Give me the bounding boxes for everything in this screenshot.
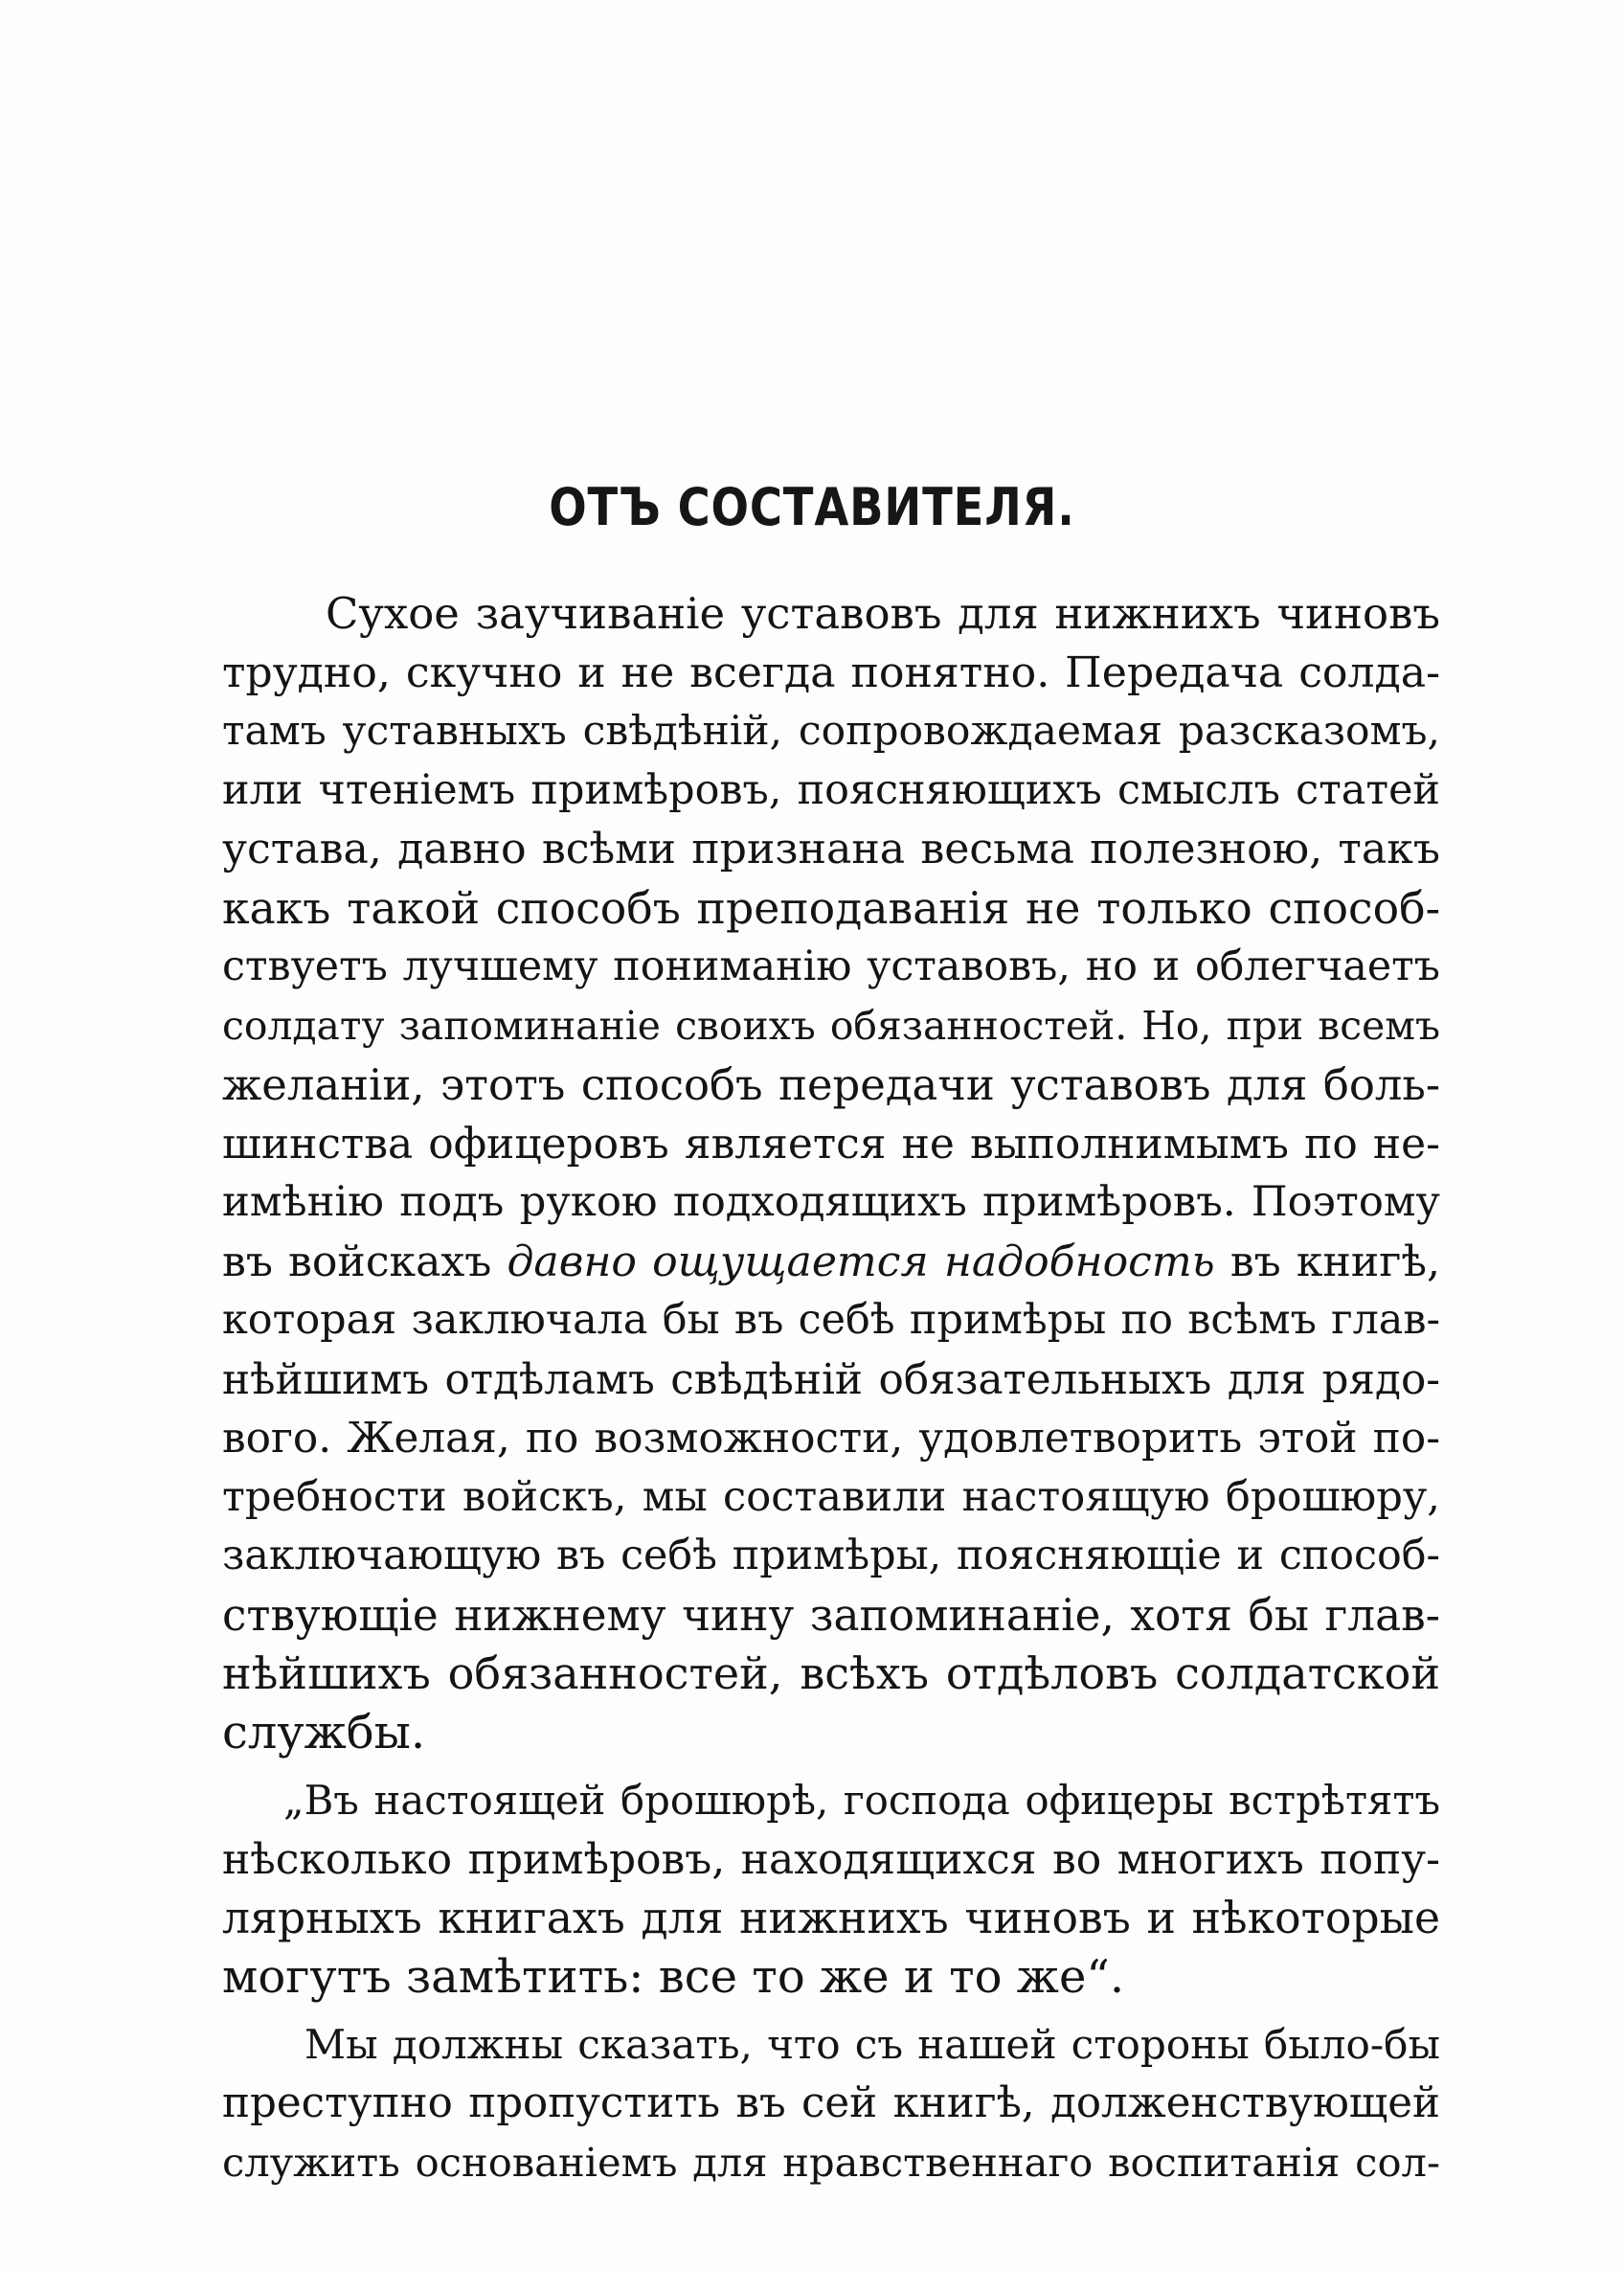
text-line: шинства офицеровъ является не выполнимымъ по не-: [222, 1119, 1440, 1169]
text-fragment: въ книгѣ,: [1229, 1237, 1440, 1286]
text-line: устава, давно всѣми признана весьма полезною, такъ: [222, 825, 1440, 874]
text-line: или чтенiемъ примѣровъ, поясняющихъ смыслъ статей: [222, 765, 1440, 814]
text-line: „Въ настоящей брошюрѣ, господа офицеры встрѣтятъ: [283, 1777, 1440, 1824]
text-line: нѣйшимъ отдѣламъ свѣдѣнiй обязательныхъ для рядо-: [222, 1354, 1440, 1404]
text-line: вого. Желая, по возможности, удовлетворить этой по-: [222, 1414, 1440, 1463]
text-line: какъ такой способъ преподаванiя не только способ-: [222, 882, 1440, 934]
text-line-with-emphasis: [222, 1233, 1440, 1292]
emphasized-text: давно ощущается надобность: [507, 1237, 1215, 1286]
text-fragment: въ войскахъ: [222, 1237, 492, 1286]
text-line: ствуетъ лучшему пониманiю уставовъ, но и облегчаетъ: [222, 942, 1440, 990]
text-line: могутъ замѣтить: все то же и то же“.: [222, 1949, 1125, 2004]
text-line: тамъ уставныхъ свѣдѣнiй, сопровождаемая разсказомъ,: [222, 708, 1440, 755]
text-line: ствующiе нижнему чину запоминанiе, хотя бы глав-: [222, 1589, 1440, 1641]
text-line: Сухое заучиванiе уставовъ для нижнихъ чиновъ: [326, 588, 1440, 639]
text-line: трудно, скучно и не всегда понятно. Передача солда-: [222, 647, 1440, 697]
text-line: заключающую въ себѣ примѣры, поясняющiе и способ-: [222, 1532, 1440, 1579]
text-line: желанiи, этотъ способъ передачи уставовъ для боль-: [222, 1059, 1440, 1110]
paragraph-gap: [222, 1762, 1440, 1771]
text-line: Мы должны сказать, что съ нашей стороны было-бы: [304, 2021, 1440, 2068]
text-line: нѣйшихъ обязанностей, всѣхъ отдѣловъ солдатской: [222, 1647, 1440, 1699]
text-line: нѣсколько примѣровъ, находящихся во многихъ попу-: [222, 1834, 1440, 1884]
text-line: которая заключала бы въ себѣ примѣры по всѣмъ глав-: [222, 1296, 1440, 1344]
body-text: [222, 584, 1440, 2192]
text-line: лярныхъ книгахъ для нижнихъ чиновъ и нѣкоторые: [222, 1893, 1440, 1943]
text-line: преступно пропустить въ сей книгѣ, долженствующей: [222, 2078, 1440, 2127]
text-line: служить основанiемъ для нравственнаго воспитанiя сол-: [222, 2139, 1440, 2186]
page-title: ОТЪ СОСТАВИТЕЛЯ.: [549, 477, 1075, 537]
text-line: имѣнiю подъ рукою подходящихъ примѣровъ. Поэтому: [222, 1178, 1440, 1226]
text-line: требности войскъ, мы составили настоящую брошюру,: [222, 1472, 1440, 1521]
text-line: солдату запоминанiе своихъ обязанностей. Но, при всемъ: [222, 1002, 1440, 1049]
paragraph-gap: [222, 2007, 1440, 2015]
text-line: службы.: [222, 1705, 426, 1759]
